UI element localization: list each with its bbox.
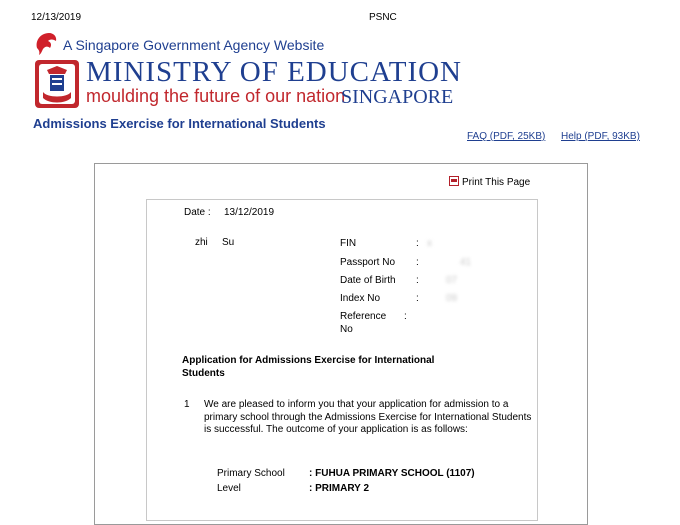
dob-label: Date of Birth bbox=[340, 275, 396, 286]
print-page-button[interactable] bbox=[449, 176, 530, 188]
passport-value: 41 bbox=[460, 257, 472, 268]
index-value: 09 bbox=[446, 293, 458, 304]
passport-colon: : bbox=[416, 257, 419, 268]
fin-colon: : bbox=[416, 238, 419, 249]
fin-value: x bbox=[427, 238, 432, 249]
help-link[interactable]: Help (PDF, 93KB) bbox=[561, 131, 640, 142]
primary-school-value: : FUHUA PRIMARY SCHOOL (1107) bbox=[309, 468, 475, 479]
reference-colon: : bbox=[404, 311, 407, 322]
student-last-name: Su bbox=[222, 237, 235, 248]
application-heading: Application for Admissions Exercise for International bbox=[182, 355, 435, 366]
outcome-paragraph: We are pleased to inform you that your application for admission to a primary school through the Admissions Exercise for International Students is successful. The outcome of your application is as follows: bbox=[204, 399, 532, 435]
lion-head-icon bbox=[33, 30, 59, 61]
reference-label: Reference bbox=[340, 311, 387, 322]
item-number: 1 bbox=[184, 399, 190, 410]
page-title: Admissions Exercise for International Students bbox=[33, 116, 326, 131]
fin-label: FIN bbox=[340, 238, 357, 249]
moe-country: SINGAPORE bbox=[341, 86, 454, 108]
printer-icon bbox=[449, 176, 459, 186]
dob-colon: : bbox=[416, 275, 419, 286]
reference-label-2: No bbox=[340, 324, 353, 335]
passport-label: Passport No bbox=[340, 257, 396, 268]
index-colon: : bbox=[416, 293, 419, 304]
date-value: 13/12/2019 bbox=[224, 207, 275, 218]
print-site: PSNC bbox=[369, 12, 397, 23]
date-label: Date : bbox=[184, 207, 211, 218]
print-date: 12/13/2019 bbox=[31, 12, 82, 23]
moe-crest-icon bbox=[33, 58, 81, 110]
moe-tagline: moulding the future of our nation bbox=[86, 86, 346, 106]
faq-link[interactable]: FAQ (PDF, 25KB) bbox=[467, 131, 546, 142]
level-label: Level bbox=[217, 483, 241, 494]
student-first-name: zhi bbox=[195, 237, 208, 248]
index-label: Index No bbox=[340, 293, 381, 304]
print-label: Print This Page bbox=[462, 177, 531, 188]
dob-value: 07 bbox=[446, 275, 458, 286]
moe-title: MINISTRY OF EDUCATION bbox=[86, 56, 462, 88]
application-heading-2: Students bbox=[182, 368, 225, 379]
gov-agency-text: A Singapore Government Agency Website bbox=[63, 37, 325, 53]
level-value: : PRIMARY 2 bbox=[309, 483, 370, 494]
primary-school-label: Primary School bbox=[217, 468, 285, 479]
